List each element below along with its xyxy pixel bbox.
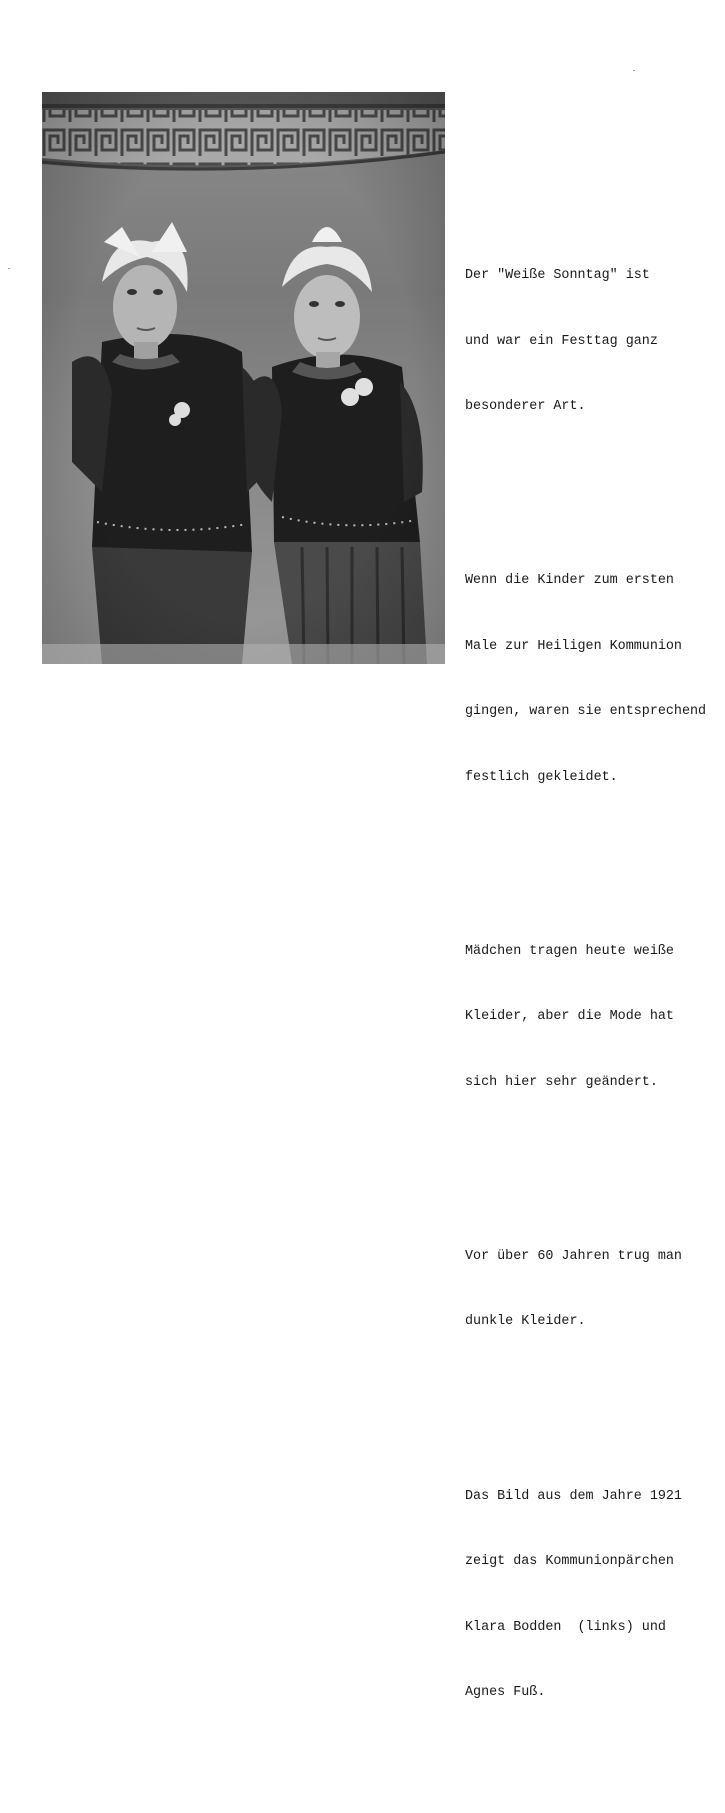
text-line: dunkle Kleider. [465,1314,586,1330]
text-line: sich hier sehr geändert. [465,1074,658,1090]
text-line: Agnes Fuß. [465,1684,546,1700]
text-line: besonderer Art. [465,398,586,414]
text-line: Male zur Heiligen Kommunion [465,638,682,654]
paragraph-2 [465,527,725,832]
text-line: gingen, waren sie entsprechend [465,704,707,720]
text-line: zeigt das Kommunionpärchen [465,1554,674,1570]
text-line: und war ein Festtag ganz [465,333,658,349]
text-line: Klara Bodden (links) und [465,1619,666,1635]
caption-text-block [465,178,725,1813]
text-line: Wenn die Kinder zum ersten [465,573,674,589]
paragraph-3 [465,897,725,1137]
scan-speck [8,268,10,269]
paragraph-5 [465,1442,725,1747]
text-line: festlich gekleidet. [465,769,618,785]
paragraph-1 [465,222,725,462]
text-line: Vor über 60 Jahren trug man [465,1249,682,1265]
text-line: Kleider, aber die Mode hat [465,1009,674,1025]
text-line: Das Bild aus dem Jahre 1921 [465,1488,682,1504]
text-line: Der "Weiße Sonntag" ist [465,268,650,284]
paragraph-4 [465,1202,725,1376]
communion-photograph [42,92,445,664]
text-line: Mädchen tragen heute weiße [465,943,674,959]
photograph-image [42,92,445,664]
scan-speck [633,70,635,71]
